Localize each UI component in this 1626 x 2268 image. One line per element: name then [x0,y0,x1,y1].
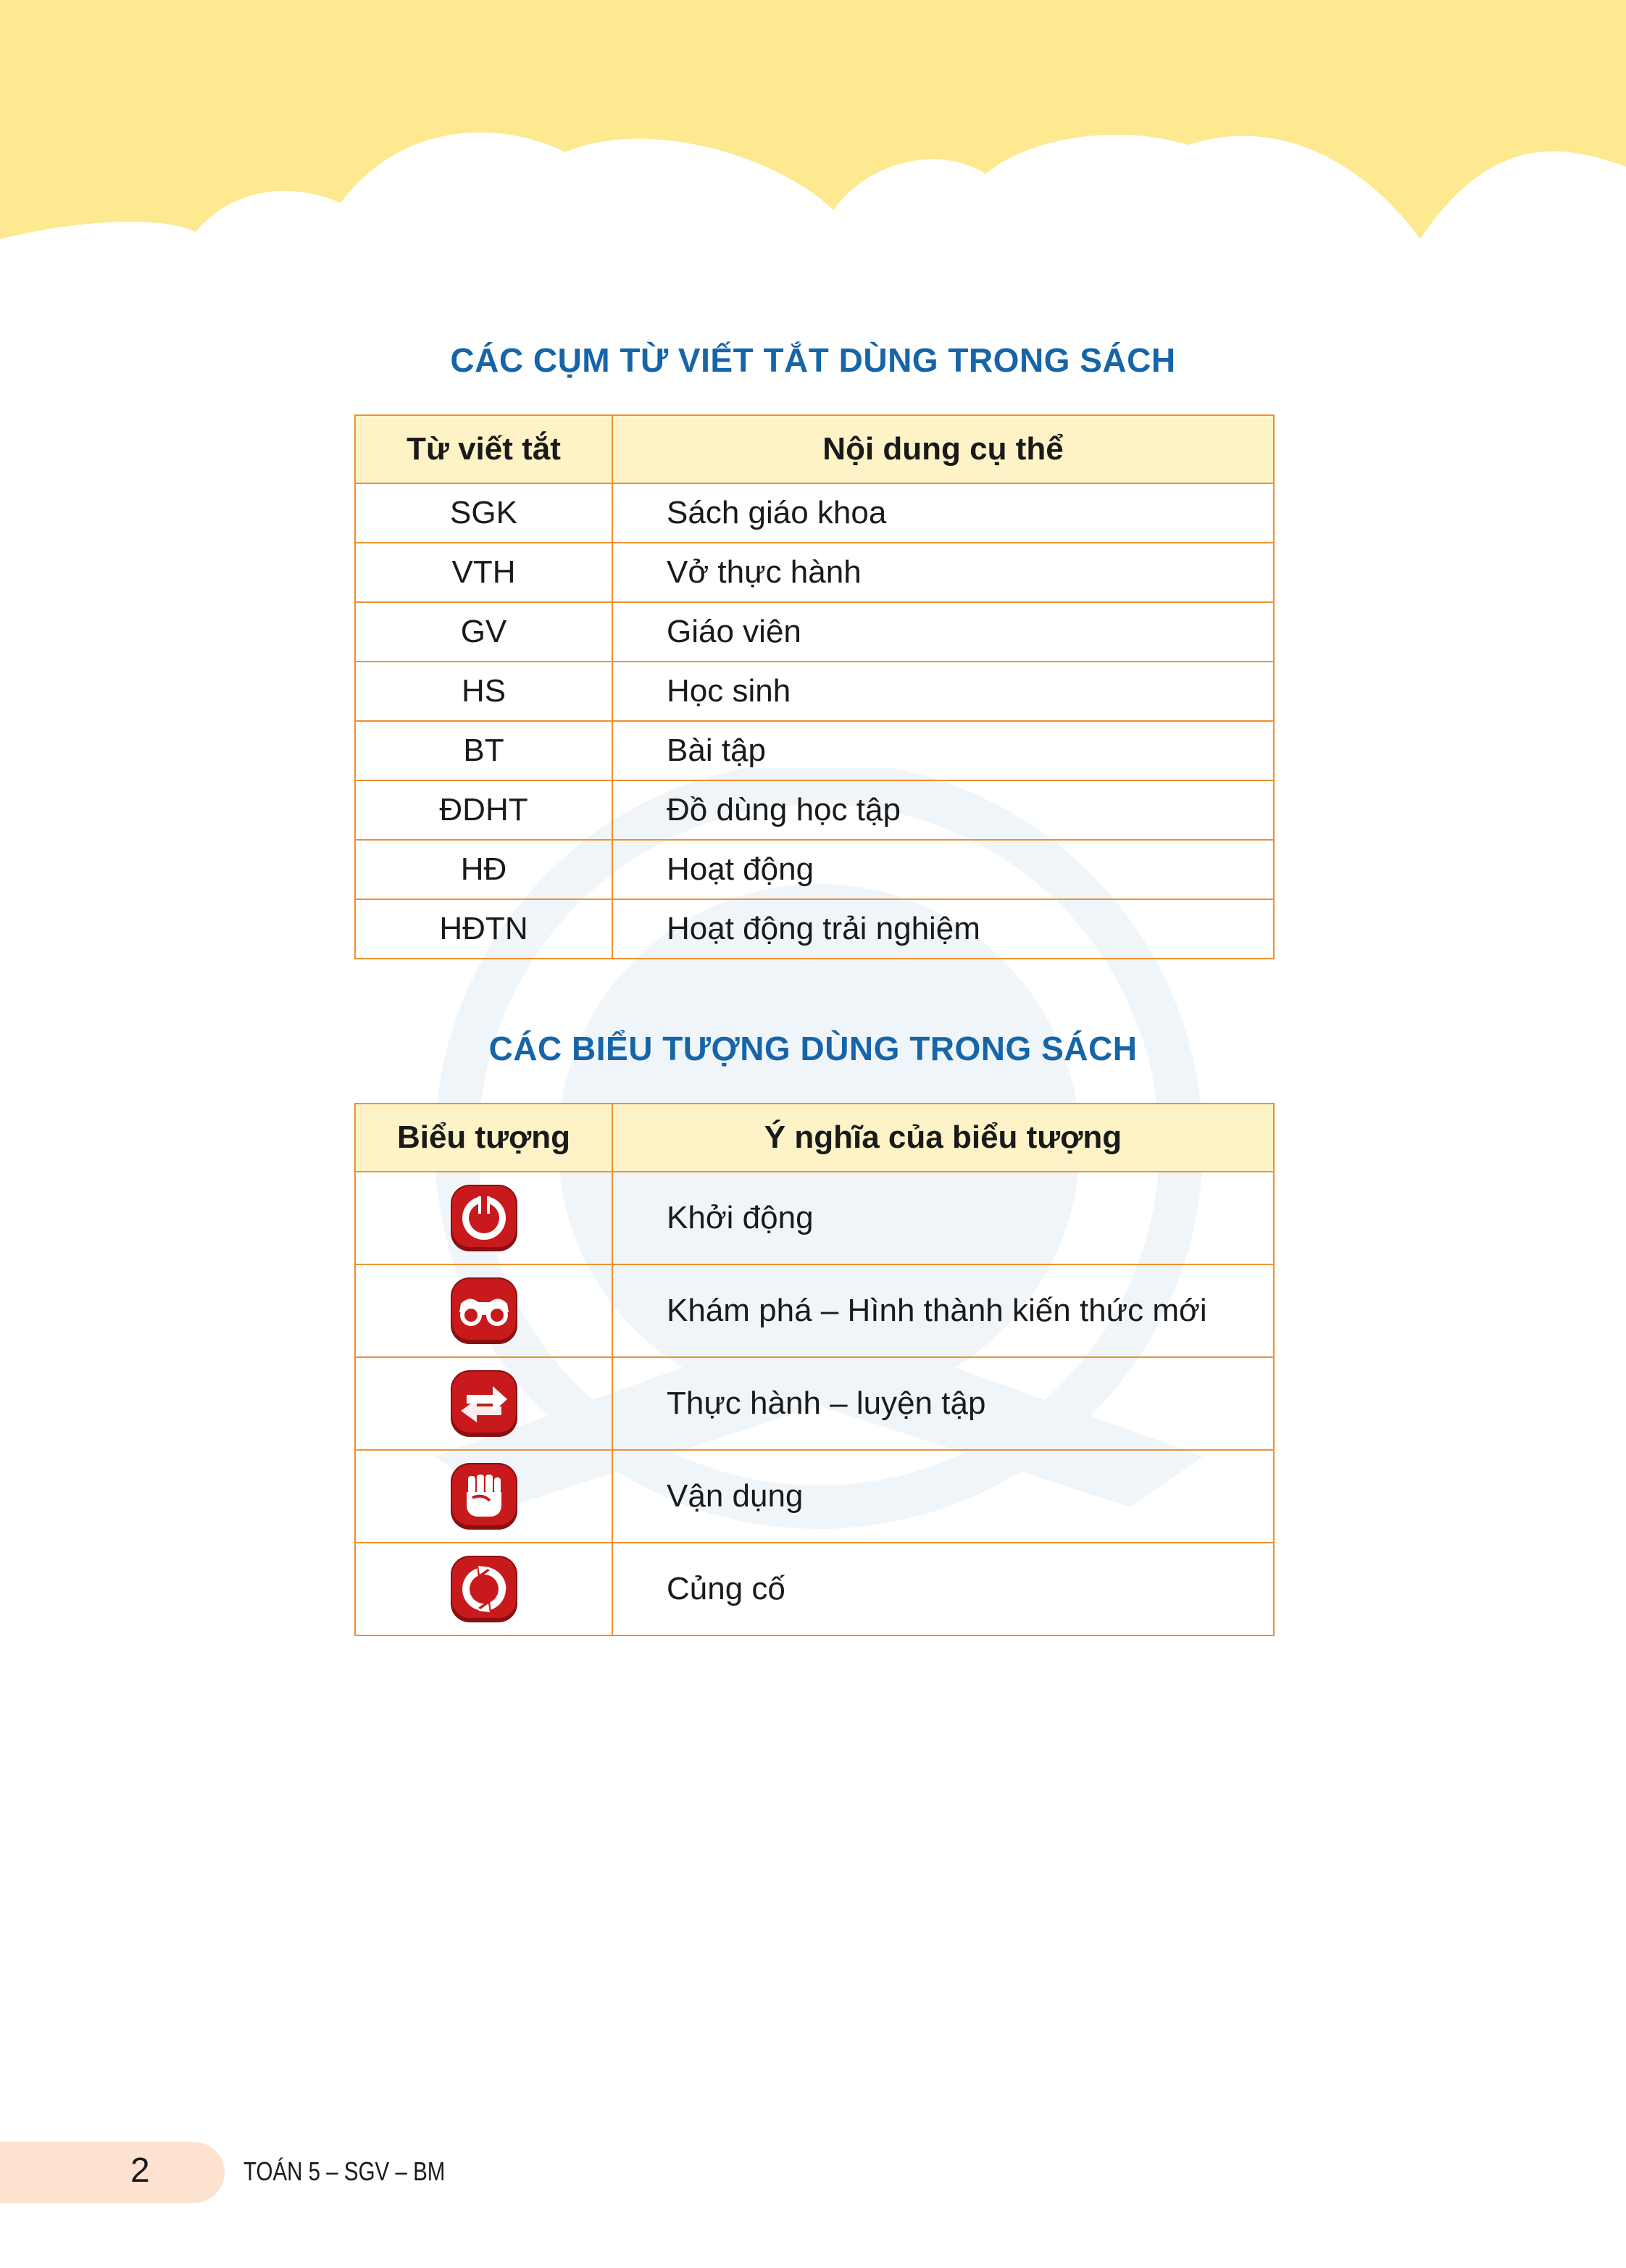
abbreviation-code: GV [355,602,612,662]
table-row [355,662,1274,721]
table-row [355,780,1274,840]
table-header-row [355,1104,1274,1172]
power-icon [448,1182,520,1254]
table-row [355,543,1274,602]
table-header-row [355,415,1274,483]
table-row [355,840,1274,899]
exchange-arrows-icon [448,1367,520,1440]
header-abbreviation: Từ viết tắt [355,415,612,483]
fist-icon [448,1460,520,1533]
icon-meaning: Củng cố [612,1543,1274,1635]
icon-meaning: Khám phá – Hình thành kiến thức mới [612,1264,1274,1357]
abbreviation-meaning: Giáo viên [612,602,1274,662]
abbreviation-meaning: Vở thực hành [612,543,1274,602]
table-row [355,1543,1274,1635]
table-row [355,1357,1274,1450]
header-meaning: Ý nghĩa của biểu tượng [612,1104,1274,1172]
abbreviation-code: ĐDHT [355,780,612,840]
icon-meaning: Khởi động [612,1172,1274,1264]
header-cloud-banner [0,0,1626,275]
table-row [355,1172,1274,1264]
table-row [355,602,1274,662]
icon-meaning: Vận dụng [612,1450,1274,1543]
abbreviations-table [354,414,1275,959]
abbreviation-meaning: Hoạt động [612,840,1274,899]
abbreviation-code: HĐ [355,840,612,899]
abbreviation-code: SGK [355,483,612,543]
icons-title: CÁC BIỂU TƯỢNG DÙNG TRONG SÁCH [488,1030,1138,1067]
abbreviation-meaning: Bài tập [612,721,1274,780]
footer-book-label: TOÁN 5 – SGV – BM [243,2156,446,2186]
abbreviation-meaning: Đồ dùng học tập [612,780,1274,840]
header-icon: Biểu tượng [355,1104,612,1172]
icon-meaning: Thực hành – luyện tập [612,1357,1274,1450]
table-row [355,899,1274,959]
abbreviation-code: BT [355,721,612,780]
abbreviation-code: VTH [355,543,612,602]
binoculars-icon [448,1275,520,1347]
table-row [355,721,1274,780]
header-content: Nội dung cụ thể [612,415,1274,483]
page-number: 2 [130,2151,150,2190]
abbreviation-meaning: Sách giáo khoa [612,483,1274,543]
refresh-icon [448,1553,520,1625]
abbreviation-meaning: Hoạt động trải nghiệm [612,899,1274,959]
table-row [355,1264,1274,1357]
table-row [355,483,1274,543]
icons-table [354,1103,1275,1636]
abbreviation-code: HS [355,662,612,721]
abbreviation-meaning: Học sinh [612,662,1274,721]
abbreviations-title: CÁC CỤM TỪ VIẾT TẮT DÙNG TRONG SÁCH [450,341,1176,379]
abbreviation-code: HĐTN [355,899,612,959]
footer-page-tab [0,2142,225,2203]
table-row [355,1450,1274,1543]
